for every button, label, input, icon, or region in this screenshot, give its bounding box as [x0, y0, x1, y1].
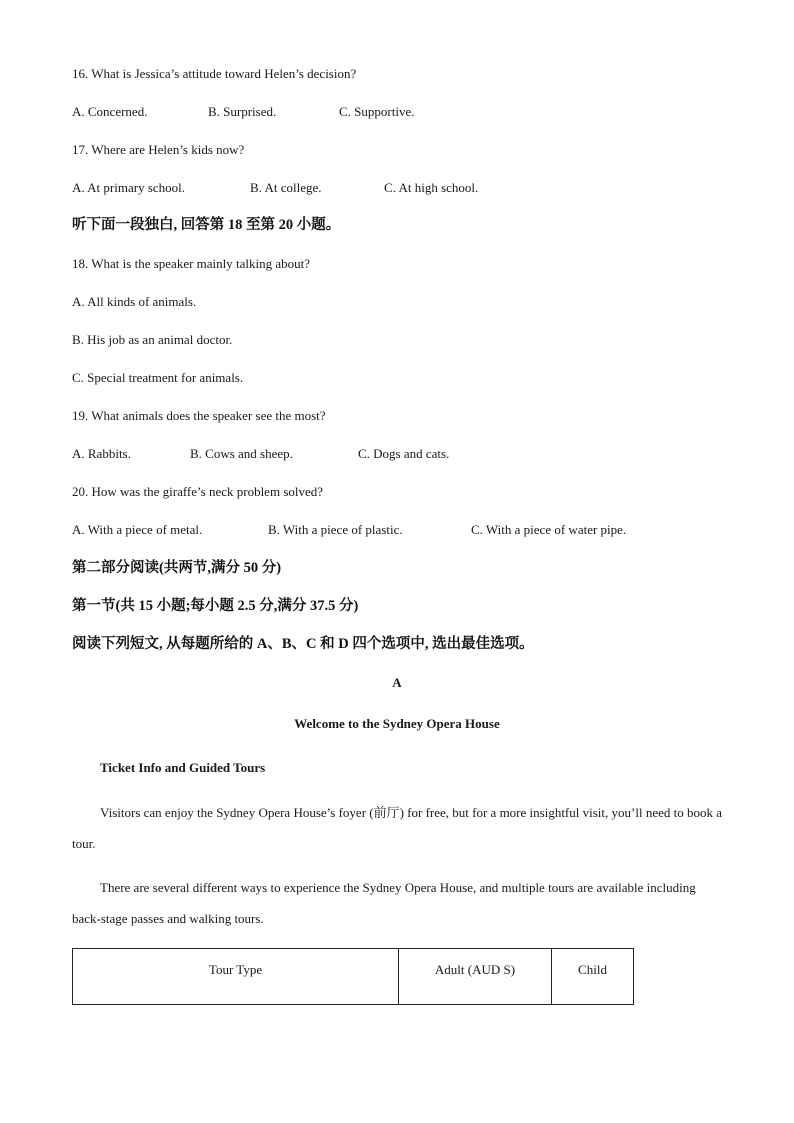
q19-option-b: B. Cows and sheep. — [190, 446, 293, 461]
passage-title: Welcome to the Sydney Opera House — [294, 716, 500, 731]
q17-option-c: C. At high school. — [384, 180, 479, 195]
tour-price-table — [72, 948, 634, 1005]
q17-question: 17. Where are Helen’s kids now? — [72, 142, 245, 157]
table-header-row — [73, 949, 634, 1005]
passage-subtitle: Ticket Info and Guided Tours — [100, 760, 266, 775]
part2-heading: 第二部分阅读(共两节,满分 50 分) — [72, 560, 282, 576]
passage-paragraph-2: There are several different ways to experience the Sydney Opera House, and multiple tours are available including back-stage passes and walking tours. — [72, 880, 696, 926]
q20-option-c: C. With a piece of water pipe. — [471, 522, 627, 537]
reading-instruction: 阅读下列短文, 从每题所给的 A、B、C 和 D 四个选项中, 选出最佳选项。 — [72, 636, 534, 652]
q19-option-c: C. Dogs and cats. — [358, 446, 450, 461]
q20-option-a: A. With a piece of metal. — [72, 522, 203, 537]
q16-question: 16. What is Jessica’s attitude toward Helen’s decision? — [72, 66, 357, 81]
header-adult-price: Adult (AUD S) — [399, 949, 552, 1005]
q20-question: 20. How was the giraffe’s neck problem solved? — [72, 484, 324, 499]
q16-option-a: A. Concerned. — [72, 104, 148, 119]
q19-question: 19. What animals does the speaker see the most? — [72, 408, 326, 423]
q17-option-a: A. At primary school. — [72, 180, 186, 195]
monologue-section-heading: 听下面一段独白, 回答第 18 至第 20 小题。 — [72, 217, 341, 233]
q20-option-b: B. With a piece of plastic. — [268, 522, 403, 537]
header-tour-type: Tour Type — [73, 949, 399, 1005]
q16-option-c: C. Supportive. — [339, 104, 415, 119]
header-child-price: Child — [552, 949, 634, 1005]
q18-question: 18. What is the speaker mainly talking about? — [72, 256, 311, 271]
passage-paragraph-1: Visitors can enjoy the Sydney Opera House’s foyer (前厅) for free, but for a more insightful visit, you’ll need to book a tour. — [72, 805, 722, 851]
passage-letter: A — [392, 675, 402, 690]
q19-option-a: A. Rabbits. — [72, 446, 131, 461]
q18-option-a: A. All kinds of animals. — [72, 294, 197, 309]
section1-heading: 第一节(共 15 小题;每小题 2.5 分,满分 37.5 分) — [72, 598, 359, 614]
q17-option-b: B. At college. — [250, 180, 322, 195]
q18-option-c: C. Special treatment for animals. — [72, 370, 244, 385]
q16-option-b: B. Surprised. — [208, 104, 277, 119]
q18-option-b: B. His job as an animal doctor. — [72, 332, 233, 347]
